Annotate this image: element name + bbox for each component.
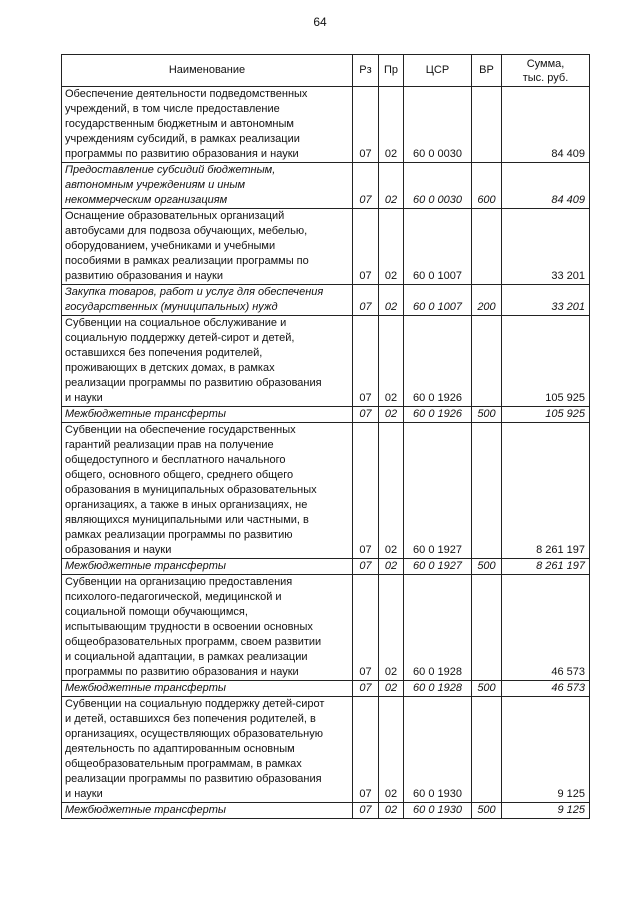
- table-row: [62, 285, 590, 316]
- row-name-line: организациях, осуществляющих образовательную: [65, 728, 323, 740]
- row-name-line: образования в муниципальных образовательных: [65, 484, 317, 496]
- row-pr-cell: 02: [379, 681, 404, 697]
- header-rz: Рз: [353, 55, 379, 87]
- row-rz-cell: 07: [353, 87, 379, 163]
- row-vr-cell: 500: [472, 559, 502, 575]
- row-pr-cell: 02: [379, 285, 404, 316]
- table-header-row: [62, 55, 590, 87]
- row-name-line: учреждений, в том числе предоставление: [65, 103, 280, 115]
- row-name-line: рамках реализации программы по развитию: [65, 529, 293, 541]
- header-sum-line2: тыс. руб.: [522, 71, 569, 84]
- row-csr-cell: 60 0 1930: [404, 697, 472, 803]
- row-rz-cell: 07: [353, 575, 379, 681]
- row-vr-cell: [472, 697, 502, 803]
- row-pr-cell: 02: [379, 803, 404, 819]
- row-vr-cell: 500: [472, 803, 502, 819]
- page-number: 64: [313, 15, 327, 29]
- row-sum-cell: 84 409: [502, 87, 590, 163]
- row-name-line: пособиями в рамках реализации программы по: [65, 255, 309, 267]
- row-sum-cell: 33 201: [502, 285, 590, 316]
- row-pr-cell: 02: [379, 163, 404, 209]
- row-name-line: Обеспечение деятельности подведомственных: [65, 88, 308, 100]
- row-rz-cell: 07: [353, 697, 379, 803]
- row-name-line: оставшихся без попечения родителей,: [65, 347, 263, 359]
- row-name-cell: [62, 681, 353, 697]
- row-name-line: реализации программы по развитию образования: [65, 377, 322, 389]
- row-name-line: и детей, оставшихся без попечения родителей, в: [65, 713, 316, 725]
- row-name-line: деятельность по адаптированным основным: [65, 743, 295, 755]
- row-vr-cell: [472, 209, 502, 285]
- row-name-line: развитию образования и науки: [65, 270, 223, 282]
- row-name-cell: [62, 559, 353, 575]
- row-name-cell: [62, 87, 353, 163]
- row-name-cell: [62, 575, 353, 681]
- row-rz-cell: 07: [353, 559, 379, 575]
- row-name-cell: [62, 803, 353, 819]
- row-sum-cell: 9 125: [502, 803, 590, 819]
- table-row: [62, 559, 590, 575]
- header-sum-line1: Сумма,: [526, 57, 565, 70]
- header-name: Наименование: [62, 55, 353, 87]
- row-name-line: общедоступного и бесплатного начального: [65, 454, 286, 466]
- table-row: [62, 803, 590, 819]
- row-name-cell: [62, 423, 353, 559]
- row-rz-cell: 07: [353, 163, 379, 209]
- row-name-line: социальную поддержку детей-сирот и детей,: [65, 332, 295, 344]
- row-name-line: автономным учреждениям и иным: [65, 179, 246, 191]
- row-vr-cell: 600: [472, 163, 502, 209]
- row-csr-cell: 60 0 1928: [404, 575, 472, 681]
- row-name-cell: [62, 163, 353, 209]
- row-name-line: и науки: [65, 392, 103, 404]
- row-pr-cell: 02: [379, 87, 404, 163]
- row-name-line: учреждениям субсидий, в рамках реализации: [65, 133, 300, 145]
- row-name-line: Субвенции на организацию предоставления: [65, 576, 293, 588]
- row-vr-cell: [472, 87, 502, 163]
- row-csr-cell: 60 0 0030: [404, 163, 472, 209]
- header-vr: ВР: [472, 55, 502, 87]
- row-name-cell: [62, 209, 353, 285]
- row-sum-cell: 105 925: [502, 407, 590, 423]
- row-pr-cell: 02: [379, 209, 404, 285]
- row-name-line: Межбюджетные трансферты: [65, 408, 226, 420]
- row-name-line: государственных (муниципальных) нужд: [65, 301, 278, 313]
- row-sum-cell: 46 573: [502, 575, 590, 681]
- table-row: [62, 209, 590, 285]
- row-vr-cell: [472, 423, 502, 559]
- row-pr-cell: 02: [379, 423, 404, 559]
- row-name-line: Межбюджетные трансферты: [65, 804, 226, 816]
- row-name-line: организациях, а также в иных организациях, не: [65, 499, 308, 511]
- row-name-line: оборудованием, учебниками и учебными: [65, 240, 276, 252]
- row-name-line: автобусами для подвоза обучающих, мебелью,: [65, 225, 308, 237]
- row-name-line: общеобразовательным программам, в рамках: [65, 758, 302, 770]
- row-name-line: испытывающим трудности в освоении основных: [65, 621, 313, 633]
- table-row: [62, 697, 590, 803]
- row-name-line: общеобразовательных программ, своем развитии: [65, 636, 322, 648]
- row-name-line: реализации программы по развитию образования: [65, 773, 322, 785]
- row-rz-cell: 07: [353, 423, 379, 559]
- table-row: [62, 316, 590, 407]
- row-sum-cell: 105 925: [502, 316, 590, 407]
- row-pr-cell: 02: [379, 697, 404, 803]
- table-row: [62, 681, 590, 697]
- row-pr-cell: 02: [379, 559, 404, 575]
- row-name-line: Субвенции на социальное обслуживание и: [65, 317, 287, 329]
- row-pr-cell: 02: [379, 316, 404, 407]
- row-name-line: социальной помощи обучающимся,: [65, 606, 248, 618]
- row-name-line: психолого-педагогической, медицинской и: [65, 591, 282, 603]
- row-name-line: государственным бюджетным и автономным: [65, 118, 294, 130]
- table-row: [62, 407, 590, 423]
- row-sum-cell: 84 409: [502, 163, 590, 209]
- row-csr-cell: 60 0 1927: [404, 559, 472, 575]
- row-name-line: гарантий реализации прав на получение: [65, 439, 274, 451]
- row-name-cell: [62, 316, 353, 407]
- row-sum-cell: 8 261 197: [502, 559, 590, 575]
- row-csr-cell: 60 0 1007: [404, 285, 472, 316]
- table-row: [62, 423, 590, 559]
- row-name-line: Субвенции на обеспечение государственных: [65, 424, 296, 436]
- row-name-line: Межбюджетные трансферты: [65, 560, 226, 572]
- row-rz-cell: 07: [353, 803, 379, 819]
- row-vr-cell: 500: [472, 407, 502, 423]
- row-sum-cell: 46 573: [502, 681, 590, 697]
- row-rz-cell: 07: [353, 316, 379, 407]
- row-name-line: программы по развитию образования и науки: [65, 666, 299, 678]
- row-rz-cell: 07: [353, 681, 379, 697]
- row-pr-cell: 02: [379, 407, 404, 423]
- row-sum-cell: 9 125: [502, 697, 590, 803]
- table-row: [62, 575, 590, 681]
- table-row: [62, 87, 590, 163]
- header-sum: [502, 55, 590, 87]
- row-csr-cell: 60 0 1007: [404, 209, 472, 285]
- row-csr-cell: 60 0 0030: [404, 87, 472, 163]
- row-name-line: Межбюджетные трансферты: [65, 682, 226, 694]
- row-csr-cell: 60 0 1928: [404, 681, 472, 697]
- row-vr-cell: 200: [472, 285, 502, 316]
- row-name-line: Оснащение образовательных организаций: [65, 210, 285, 222]
- row-vr-cell: 500: [472, 681, 502, 697]
- row-name-line: и науки: [65, 788, 103, 800]
- row-csr-cell: 60 0 1927: [404, 423, 472, 559]
- row-csr-cell: 60 0 1926: [404, 407, 472, 423]
- row-vr-cell: [472, 575, 502, 681]
- row-sum-cell: 8 261 197: [502, 423, 590, 559]
- row-name-cell: [62, 407, 353, 423]
- row-name-line: Предоставление субсидий бюджетным,: [65, 164, 276, 176]
- row-rz-cell: 07: [353, 407, 379, 423]
- row-name-line: образования и науки: [65, 544, 172, 556]
- row-pr-cell: 02: [379, 575, 404, 681]
- row-csr-cell: 60 0 1930: [404, 803, 472, 819]
- row-name-cell: [62, 697, 353, 803]
- row-rz-cell: 07: [353, 285, 379, 316]
- row-name-line: Закупка товаров, работ и услуг для обеспечения: [65, 286, 324, 298]
- row-sum-cell: 33 201: [502, 209, 590, 285]
- budget-table: [61, 54, 590, 819]
- row-name-line: являющихся муниципальными или частными, в: [65, 514, 309, 526]
- budget-table-container: [61, 54, 589, 819]
- table-row: [62, 163, 590, 209]
- row-name-line: Субвенции на социальную поддержку детей-сирот: [65, 698, 325, 710]
- table-body: [62, 87, 590, 819]
- row-rz-cell: 07: [353, 209, 379, 285]
- row-name-line: общего, основного общего, среднего общего: [65, 469, 294, 481]
- row-name-line: программы по развитию образования и науки: [65, 148, 299, 160]
- header-csr: ЦСР: [404, 55, 472, 87]
- header-pr: Пр: [379, 55, 404, 87]
- row-name-line: проживающих в детских домах, в рамках: [65, 362, 275, 374]
- row-name-cell: [62, 285, 353, 316]
- row-name-line: и социальной адаптации, в рамках реализации: [65, 651, 308, 663]
- row-csr-cell: 60 0 1926: [404, 316, 472, 407]
- row-name-line: некоммерческим организациям: [65, 194, 228, 206]
- row-vr-cell: [472, 316, 502, 407]
